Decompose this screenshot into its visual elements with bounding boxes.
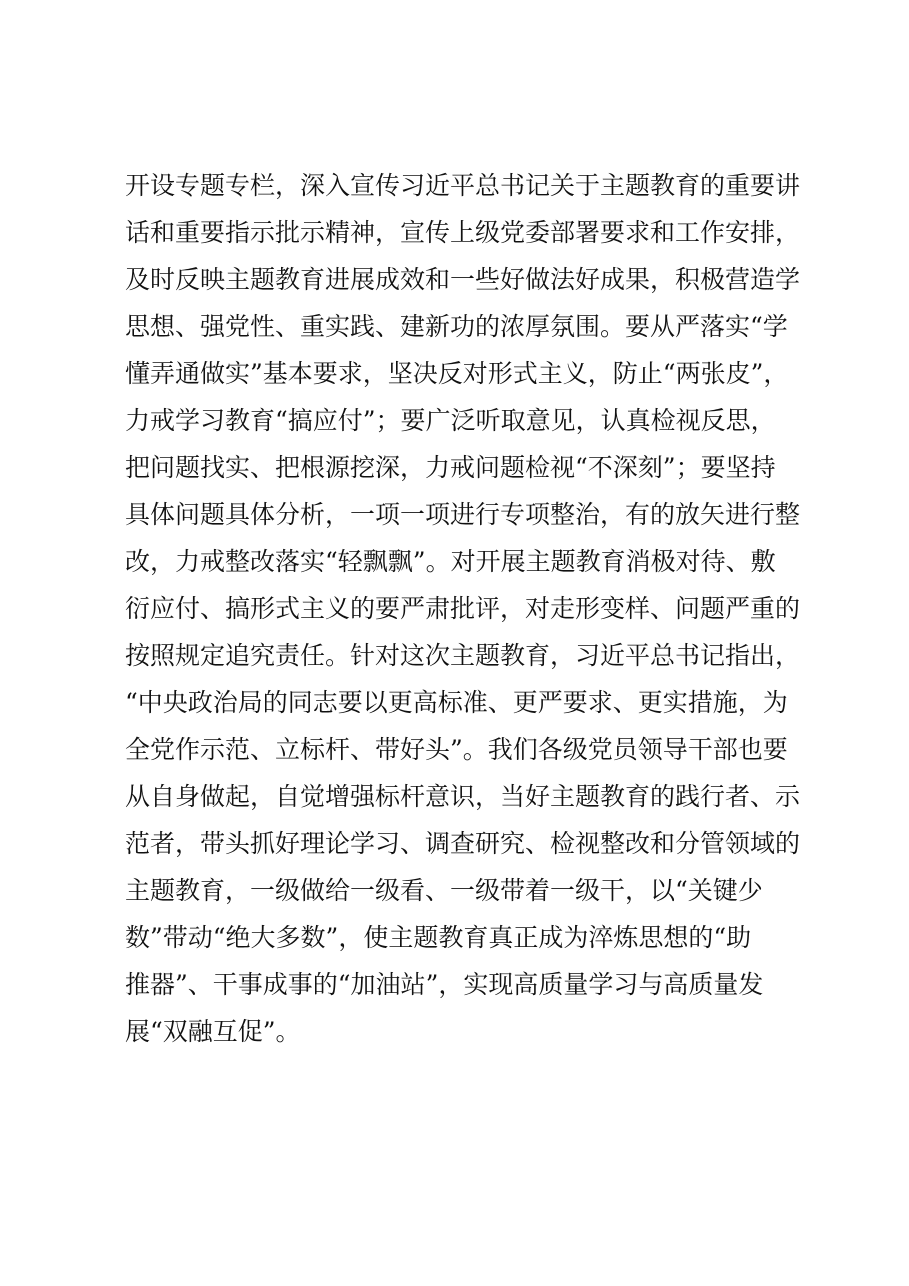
body-paragraph	[125, 162, 805, 1055]
text-line: 话和重要指示批示精神，宣传上级党委部署要求和工作安排，	[125, 218, 801, 247]
text-line: 全党作示范、立标杆、带好头”。我们各级党员领导干部也要	[125, 735, 788, 764]
text-line: 展“双融互促”。	[125, 1017, 301, 1046]
text-line: 改，力戒整改落实“轻飘飘”。对开展主题教育消极对待、敷	[125, 547, 776, 576]
text-line: 具体问题具体分析，一项一项进行专项整治，有的放矢进行整	[125, 500, 801, 529]
text-line: “中央政治局的同志要以更高标准、更严要求、更实措施，为	[125, 688, 788, 717]
text-line: 推器”、干事成事的“加油站”，实现高质量学习与高质量发	[125, 970, 764, 999]
text-line: 从自身做起，自觉增强标杆意识，当好主题教育的践行者、示	[125, 782, 801, 811]
text-line: 力戒学习教育“搞应付”；要广泛听取意见，认真检视反思，	[125, 406, 776, 435]
text-line: 按照规定追究责任。针对这次主题教育，习近平总书记指出，	[125, 641, 801, 670]
text-line: 懂弄通做实”基本要求，坚决反对形式主义，防止“两张皮”，	[125, 359, 789, 388]
text-line: 主题教育，一级做给一级看、一级带着一级干，以“关键少	[125, 876, 763, 905]
text-line: 思想、强党性、重实践、建新功的浓厚氛围。要从严落实“学	[125, 312, 788, 341]
text-line: 范者，带头抓好理论学习、调查研究、检视整改和分管领域的	[125, 829, 801, 858]
text-line: 衍应付、搞形式主义的要严肃批评，对走形变样、问题严重的	[125, 594, 801, 623]
text-line: 及时反映主题教育进展成效和一些好做法好成果，积极营造学	[125, 265, 801, 294]
text-line: 把问题找实、把根源挖深，力戒问题检视“不深刻”；要坚持	[125, 453, 776, 482]
text-line: 开设专题专栏，深入宣传习近平总书记关于主题教育的重要讲	[125, 171, 801, 200]
text-line: 数”带动“绝大多数”，使主题教育真正成为淬炼思想的“助	[125, 923, 752, 952]
